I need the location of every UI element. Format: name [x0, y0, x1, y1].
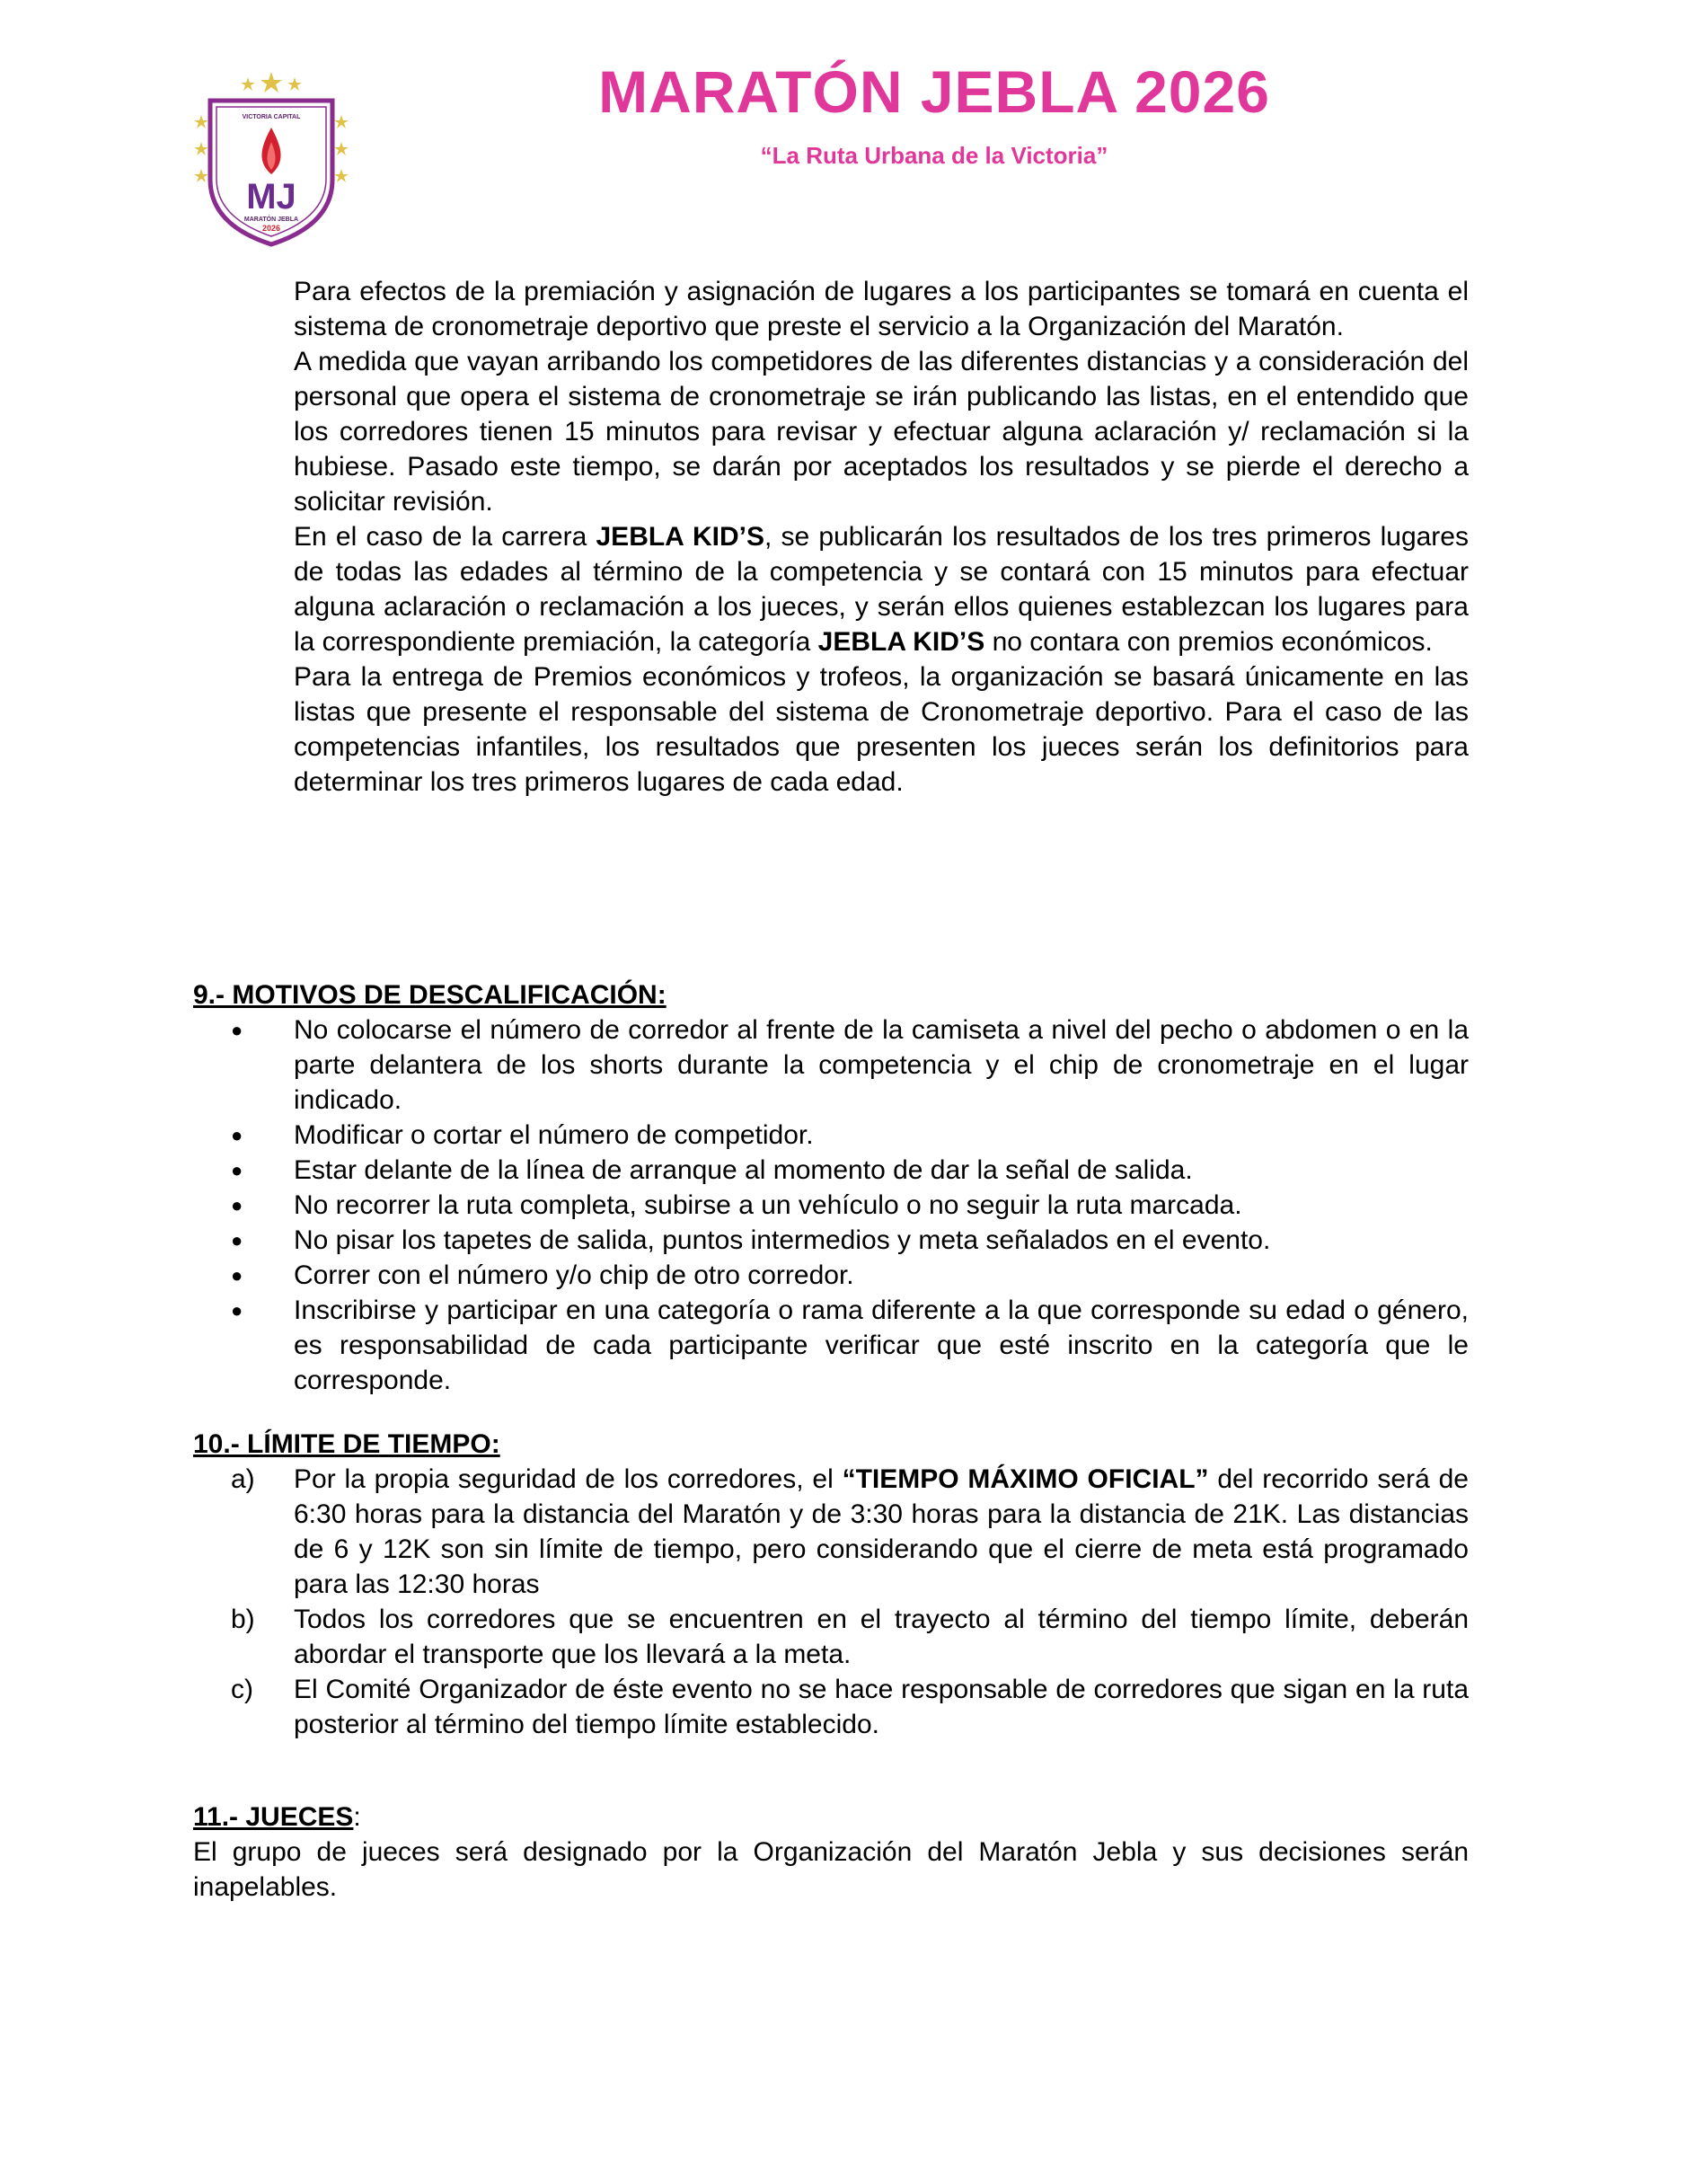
bullet-icon: ● [231, 1194, 243, 1216]
list-item: ● No pisar los tapetes de salida, puntos intermedios y meta señalados en el evento. [193, 1223, 1469, 1258]
bullet-icon: ● [231, 1124, 243, 1146]
intro-paragraph-2: A medida que vayan arribando los competidores de las diferentes distancias y a consideración del personal que opera el sistema de cronometraje se irán publicando las listas, en el entendido que los corredores tienen 15 minutos para revisar y efectuar alguna aclaración y/ reclamación si la hubiese. Pasado este tiempo, se darán por aceptados los resultados y se pierde el derecho a solicitar revisión. [294, 347, 1469, 517]
bullet-icon: ● [231, 1264, 243, 1287]
list-marker: b) [231, 1605, 255, 1634]
p3-bold-a: JEBLA KID’S [596, 522, 764, 552]
p3-bold-b: JEBLA KID’S [817, 627, 985, 657]
section-9-heading: 9.- MOTIVOS DE DESCALIFICACIÓN: [193, 980, 667, 1010]
section-11-heading-row: 11.- JUECES: [193, 1802, 361, 1832]
list-item: a) Por la propia seguridad de los corredores, el “TIEMPO MÁXIMO OFICIAL” del recorrido será de 6:30 horas para la distancia del Maratón y de 3:30 horas para la distancia de 21K. Las distancias de 6 y 12K son sin límite de tiempo, pero considerando que el cierre de meta está programado para las 12:30 horas [193, 1462, 1469, 1602]
page-title: MARATÓN JEBLA 2026 [598, 58, 1270, 125]
list-item: c) El Comité Organizador de éste evento no se hace responsable de corredores que sigan en la ruta posterior al término del tiempo límite establecido. [193, 1672, 1469, 1742]
section-10-heading: 10.- LÍMITE DE TIEMPO: [193, 1429, 500, 1459]
list-marker: c) [231, 1675, 253, 1704]
logo-bottom-text: MARATÓN JEBLA [243, 217, 299, 223]
list-item: ● No recorrer la ruta completa, subirse a un vehículo o no seguir la ruta marcada. [193, 1188, 1469, 1223]
list-item: b) Todos los corredores que se encuentren en el trayecto al término del tiempo límite, deberán abordar el transporte que los llevará a la meta. [193, 1602, 1469, 1672]
section-9-list [193, 1012, 1469, 1398]
list-item: ● Modificar o cortar el número de competidor. [193, 1118, 1469, 1153]
bullet-icon: ● [231, 1159, 243, 1181]
p3-text-b: , se publicarán los resultados de los tres primeros lugares de todas las edades al término de la competencia y se contará con 15 minutos para efectuar alguna aclaración o reclamación a los jueces, y serán ellos quienes establezcan los lugares para la correspondiente premiación, la categoría [294, 522, 1469, 657]
list-item: ● No colocarse el número de corredor al frente de la camiseta a nivel del pecho o abdomen o en la parte delantera de los shorts durante la competencia y el chip de cronometraje en el lugar indicado. [193, 1012, 1469, 1118]
section-11-text: El grupo de jueces será designado por la Organización del Maratón Jebla y sus decisiones serán inapelables. [193, 1837, 1469, 1902]
logo-year: 2026 [261, 224, 281, 233]
bullet-icon: ● [231, 1019, 243, 1041]
logo-top-text: VICTORIA CAPITAL [242, 114, 301, 120]
bullet-icon: ● [231, 1299, 243, 1322]
page-subtitle: “La Ruta Urbana de la Victoria” [760, 142, 1108, 169]
bullet-icon: ● [231, 1229, 243, 1251]
list-item: ● Estar delante de la línea de arranque al momento de dar la señal de salida. [193, 1153, 1469, 1188]
p3-text-a: En el caso de la carrera [294, 522, 596, 552]
logo-initials: MJ [246, 177, 296, 217]
list-item: ● Inscribirse y participar en una categoría o rama diferente a la que corresponde su edad o género, es responsabilidad de cada participante verificar que esté inscrito en la categoría que le corresponde. [193, 1293, 1469, 1398]
maraton-jebla-logo [190, 65, 352, 253]
intro-paragraph-1: Para efectos de la premiación y asignación de lugares a los participantes se tomará en cuenta el sistema de cronometraje deportivo que preste el servicio a la Organización del Maratón. [294, 277, 1469, 341]
section-11 [193, 1799, 1469, 1905]
list-marker: a) [231, 1464, 255, 1494]
p3-text-c: no contara con premios económicos. [984, 627, 1433, 657]
section-10-list [193, 1462, 1469, 1742]
section-11-heading: 11.- JUECES [193, 1802, 354, 1832]
list-item: ● Correr con el número y/o chip de otro corredor. [193, 1258, 1469, 1293]
intro-paragraph-3 [294, 519, 1469, 659]
intro-section [294, 274, 1469, 800]
intro-paragraph-4: Para la entrega de Premios económicos y trofeos, la organización se basará únicamente en las listas que presente el responsable del sistema de Cronometraje deportivo. Para el caso de las competencias infantiles, los resultados que presenten los jueces serán los definitorios para determinar los tres primeros lugares de cada edad. [294, 662, 1469, 797]
